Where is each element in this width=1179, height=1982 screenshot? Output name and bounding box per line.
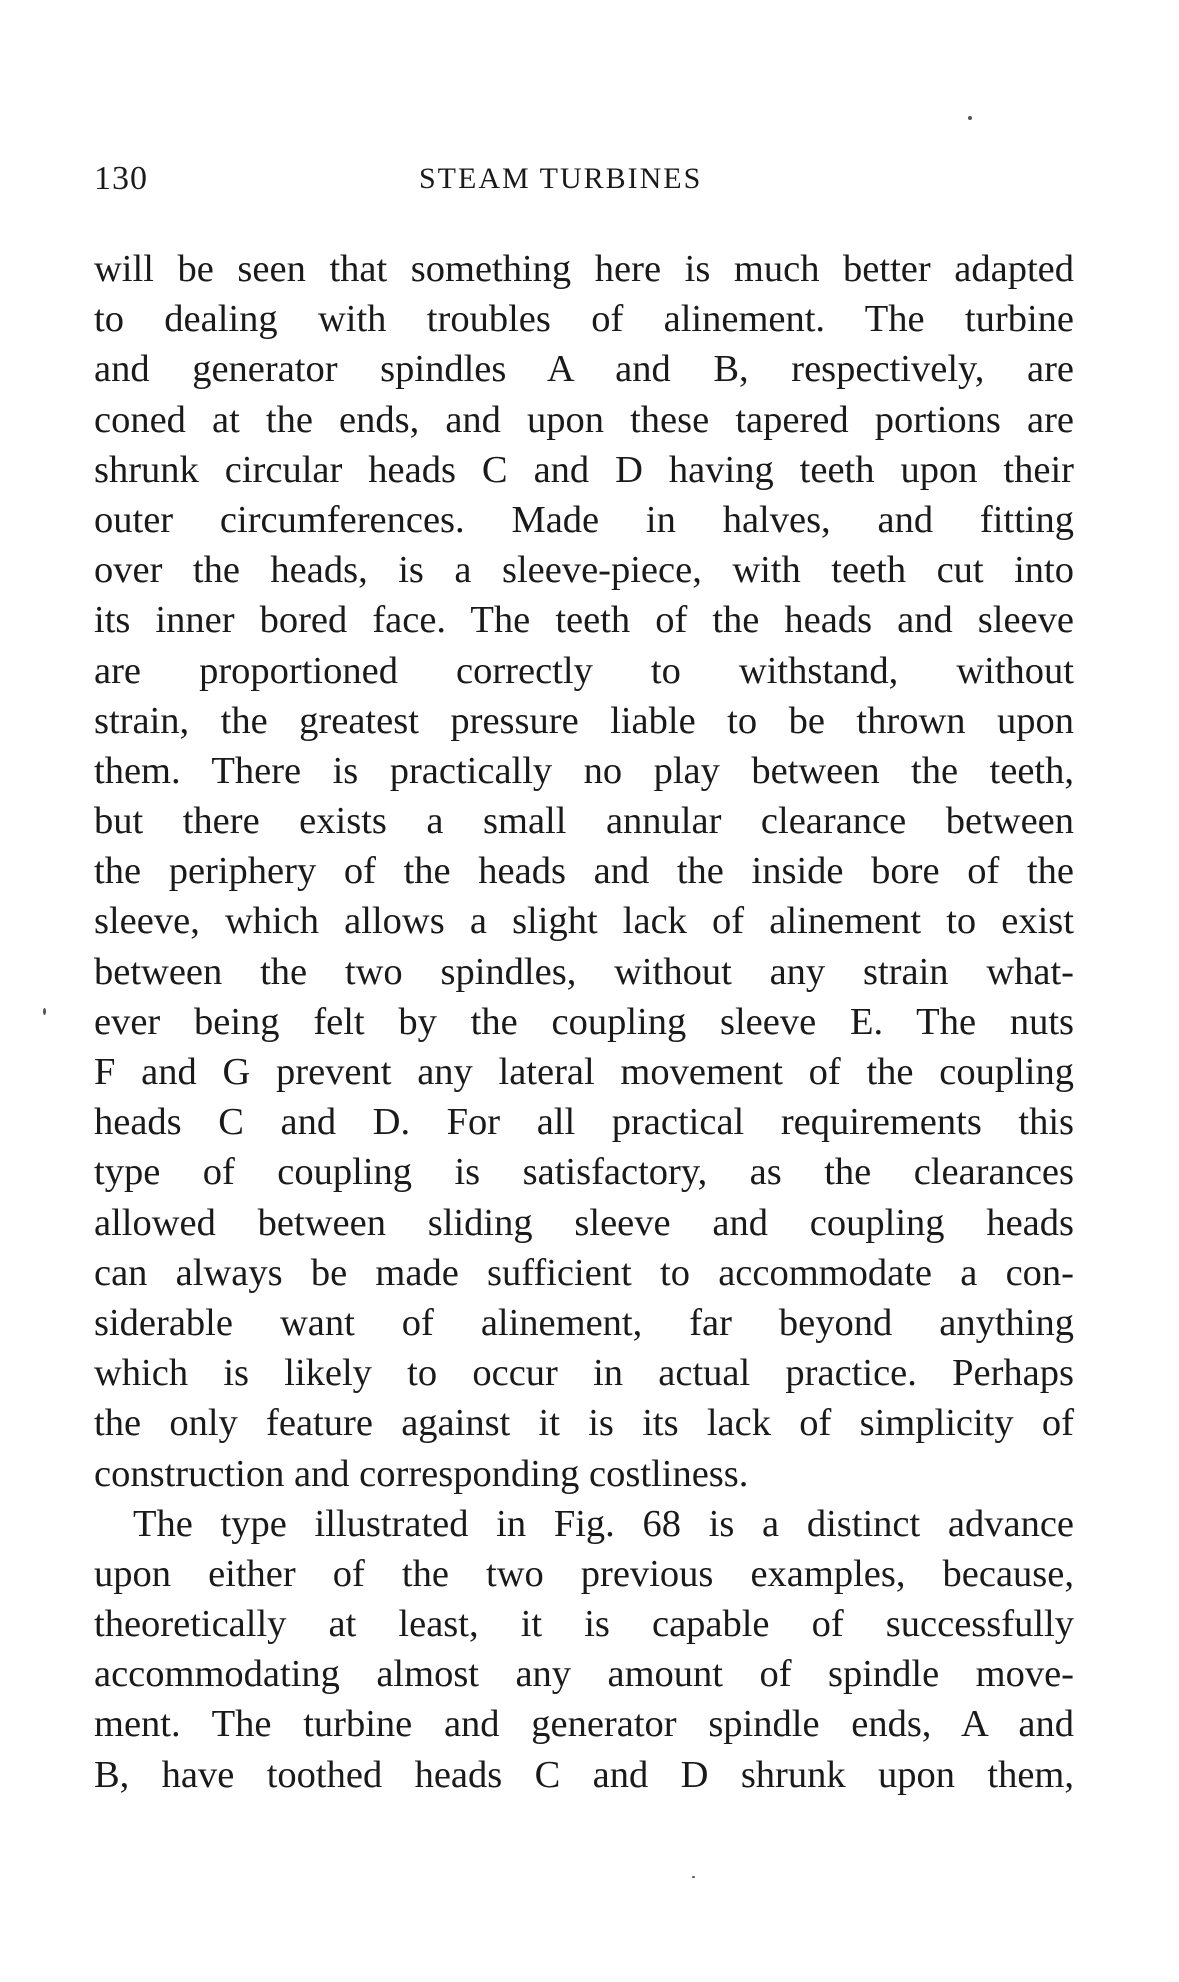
text-line: the only feature against it is its lack of simplicity of (94, 1402, 1074, 1445)
paper-speck (968, 116, 972, 120)
text-line: B, have toothed heads C and D shrunk upon them, (94, 1753, 1074, 1796)
text-line: siderable want of alinement, far beyond anything (94, 1301, 1074, 1344)
text-line: strain, the greatest pressure liable to be thrown upon (94, 699, 1074, 742)
text-line: The type illustrated in Fig. 68 is a distinct advance (133, 1502, 1074, 1545)
text-line: sleeve, which allows a slight lack of alinement to exist (94, 900, 1074, 943)
text-line: and generator spindles A and B, respectively, are (94, 348, 1074, 391)
running-title: STEAM TURBINES (419, 162, 703, 195)
running-head (94, 160, 1074, 208)
text-line: can always be made sufficient to accommodate a con- (94, 1251, 1074, 1294)
text-line: ment. The turbine and generator spindle ends, A and (94, 1703, 1074, 1746)
text-line: upon either of the two previous examples, because, (94, 1552, 1074, 1595)
text-line: which is likely to occur in actual practice. Perhaps (94, 1352, 1074, 1395)
text-line: coned at the ends, and upon these tapered portions are (94, 398, 1074, 441)
text-line: will be seen that something here is much better adapted (94, 248, 1074, 290)
text-line: theoretically at least, it is capable of successfully (94, 1603, 1074, 1646)
paragraph-1 (94, 244, 1074, 1499)
page-number: 130 (94, 160, 148, 197)
text-line: shrunk circular heads C and D having teeth upon their (94, 448, 1074, 491)
text-line: the periphery of the heads and the inside bore of the (94, 850, 1074, 893)
text-line: them. There is practically no play between the teeth, (94, 749, 1074, 792)
text-line: type of coupling is satisfactory, as the clearances (94, 1151, 1074, 1194)
text-line: ever being felt by the coupling sleeve E. The nuts (94, 1000, 1074, 1043)
paper-speck (43, 1008, 46, 1015)
text-line: its inner bored face. The teeth of the heads and sleeve (94, 599, 1074, 642)
text-line: between the two spindles, without any strain what- (94, 950, 1074, 993)
text-line: F and G prevent any lateral movement of the coupling (94, 1051, 1074, 1093)
text-line: construction and corresponding costliness. (94, 1452, 749, 1495)
text-line: but there exists a small annular clearance between (94, 800, 1074, 843)
text-line: allowed between sliding sleeve and coupling heads (94, 1201, 1074, 1244)
paper-speck (692, 1876, 695, 1878)
text-line: outer circumferences. Made in halves, and fitting (94, 498, 1074, 541)
text-line: heads C and D. For all practical requirements this (94, 1101, 1074, 1144)
text-line: over the heads, is a sleeve-piece, with teeth cut into (94, 549, 1074, 592)
text-line: to dealing with troubles of alinement. The turbine (94, 298, 1074, 341)
text-line: are proportioned correctly to withstand, without (94, 649, 1074, 692)
body-text (94, 244, 1074, 1800)
paragraph-2 (94, 1499, 1074, 1800)
text-line: accommodating almost any amount of spindle move- (94, 1653, 1074, 1696)
